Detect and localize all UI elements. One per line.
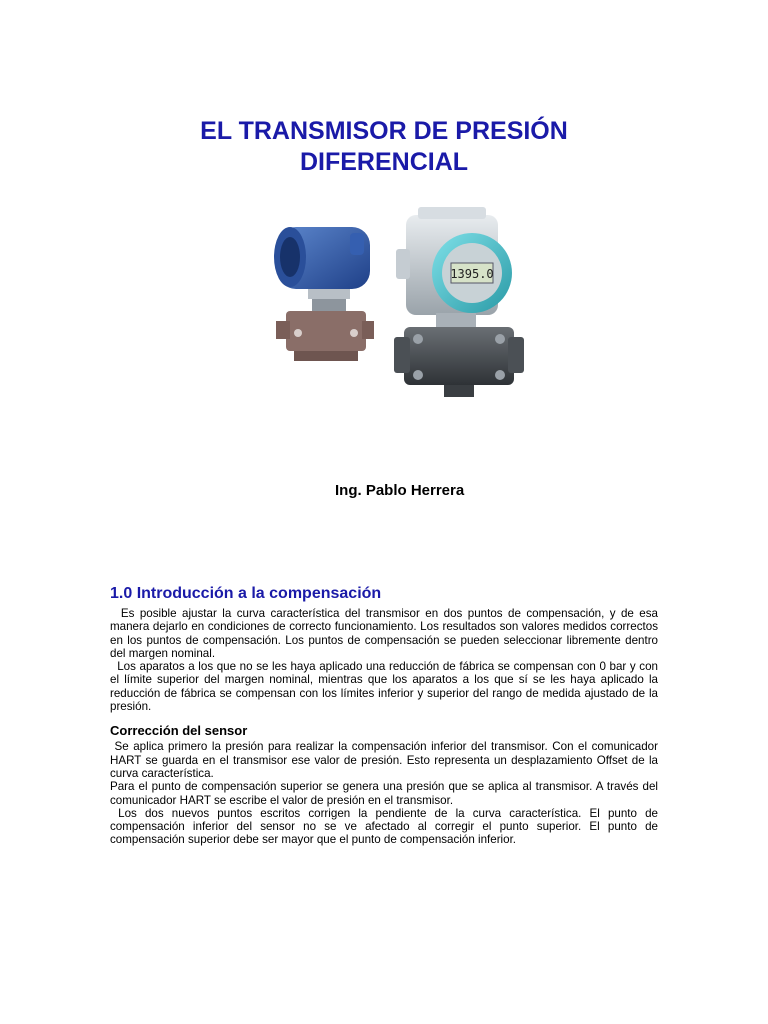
document-body: [110, 584, 662, 847]
paragraph: Es posible ajustar la curva característica del transmisor en dos puntos de compensación, y de esa manera dejarlo en condiciones de correcto funcionamiento. Los resultados son valores medidos correctos en los puntos de compensación. Los puntos de compensación se pueden seleccionar libremente dentro del margen nominal.: [110, 607, 662, 660]
author-name: Ing. Pablo Herrera: [335, 482, 465, 499]
pressure-transmitters-photo: [268, 205, 524, 405]
title-line-1: EL TRANSMISOR DE PRESIÓN: [200, 117, 568, 145]
title-line-2: DIFERENCIAL: [299, 148, 469, 176]
paragraph: Los aparatos a los que no se les haya aplicado una reducción de fábrica se compensan con 0 bar y con el límite superior del margen nominal, mientras que los aparatos a los que sí se les haya aplicado la reducción de fábrica se compensan con los límites inferior y superior del rango de medida ajustado de la presión.: [110, 660, 662, 714]
document-title: [0, 116, 768, 178]
paragraph: Los dos nuevos puntos escritos corrigen la pendiente de la curva característica. El punto de compensación inferior del sensor no se ve afectado al corregir el punto superior. El punto de compensación superior debe ser mayor que el punto de compensación inferior.: [110, 806, 662, 847]
section-heading-correccion: Corrección del sensor: [110, 723, 248, 739]
section-heading-introduccion: 1.0 Introducción a la compensación: [110, 585, 382, 602]
paragraph: Para el punto de compensación superior se genera una presión que se aplica al transmisor. A través del comunicador HART se escribe el valor de presión en el transmisor.: [110, 780, 662, 807]
device-display-value: 1395.0: [450, 267, 494, 281]
paragraph: Se aplica primero la presión para realizar la compensación inferior del transmisor. Con el comunicador HART se guarda en el transmisor ese valor de presión. Esto representa un desplazamiento Offset de la curva característica.: [110, 740, 662, 780]
